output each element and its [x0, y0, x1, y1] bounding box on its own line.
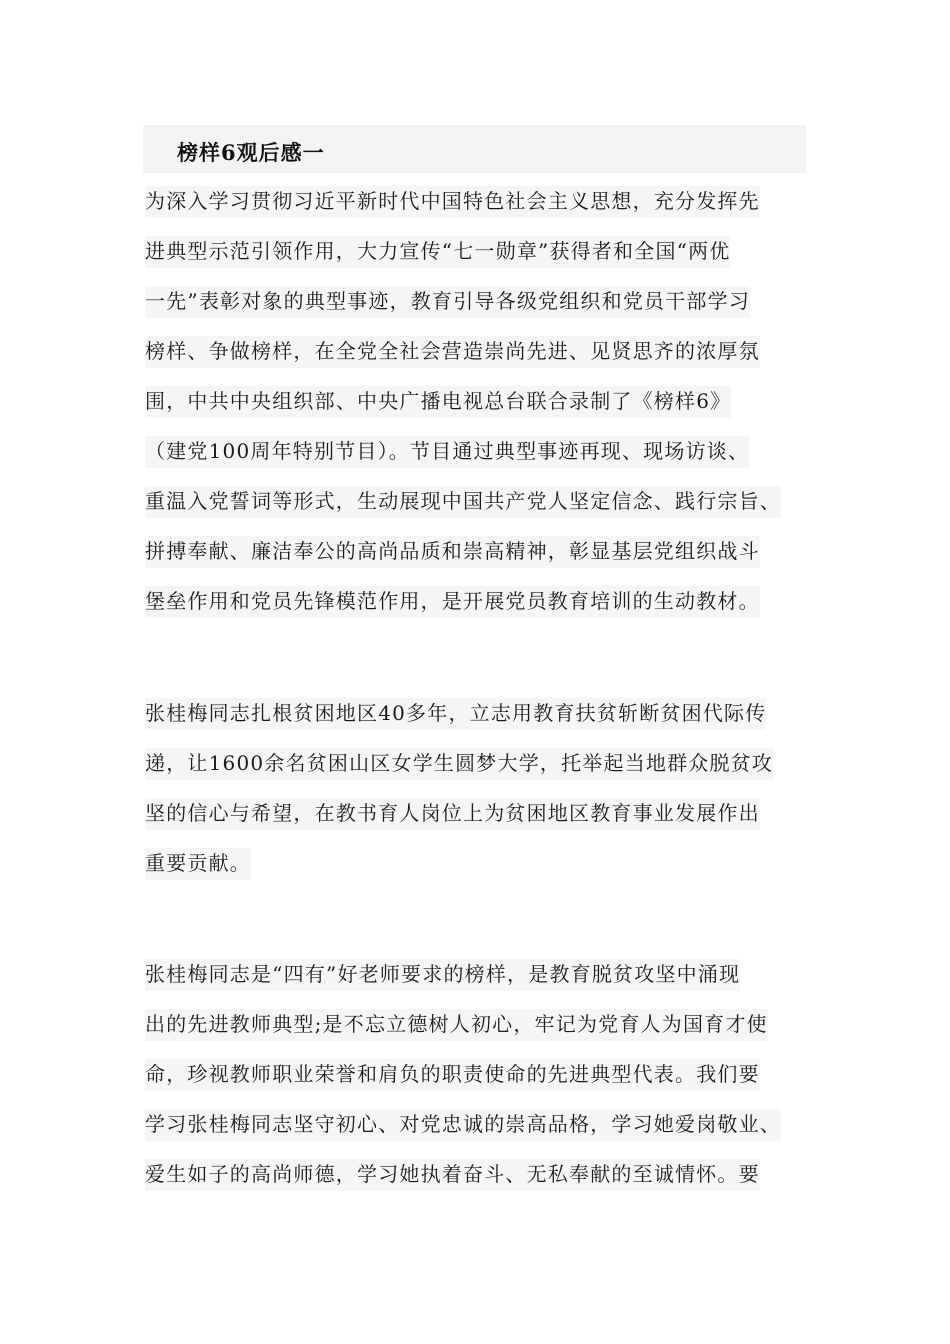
- paragraph-line: [145, 226, 781, 276]
- title-bar: [143, 125, 806, 173]
- paragraph-line: [145, 326, 781, 376]
- line-text: 拼搏奉献、廉洁奉公的高尚品质和崇高精神，彰显基层党组织战斗: [145, 536, 760, 568]
- paragraph-line: [145, 526, 781, 576]
- line-text: （建党100周年特别节目）。节目通过典型事迹再现、现场访谈、: [145, 436, 749, 468]
- line-text: 出的先进教师典型;是不忘立德树人初心，牢记为党育人为国育才使: [145, 1009, 768, 1041]
- line-text: 坚的信心与希望，在教书育人岗位上为贫困地区教育事业发展作出: [145, 798, 760, 830]
- line-text: 一先”表彰对象的典型事迹，教育引导各级党组织和党员干部学习: [145, 286, 750, 318]
- line-text: 堡垒作用和党员先锋模范作用，是开展党员教育培训的生动教材。: [145, 586, 760, 618]
- line-text: 重温入党誓词等形式，生动展现中国共产党人坚定信念、践行宗旨、: [145, 486, 781, 518]
- paragraph-2: [145, 688, 773, 888]
- paragraph-line: [145, 576, 781, 626]
- paragraph-line: [145, 1099, 781, 1149]
- line-text: 递，让1600余名贫困山区女学生圆梦大学，托举起当地群众脱贫攻: [145, 748, 773, 780]
- paragraph-line: [145, 949, 781, 999]
- paragraph-line: [145, 1049, 781, 1099]
- line-text: 为深入学习贯彻习近平新时代中国特色社会主义思想，充分发挥先: [145, 186, 760, 218]
- paragraph-line: [145, 999, 781, 1049]
- paragraph-line: [145, 176, 781, 226]
- paragraph-1: [145, 176, 781, 626]
- paragraph-line: [145, 476, 781, 526]
- paragraph-line: [145, 426, 781, 476]
- line-text: 张桂梅同志扎根贫困地区40多年，立志用教育扶贫斩断贫困代际传: [145, 698, 766, 730]
- paragraph-line: [145, 738, 773, 788]
- paragraph-line: [145, 688, 773, 738]
- line-text: 围，中共中央组织部、中央广播电视总台联合录制了《榜样6》: [145, 386, 731, 418]
- line-text: 爱生如子的高尚师德，学习她执着奋斗、无私奉献的至诚情怀。要: [145, 1159, 760, 1191]
- paragraph-line: [145, 376, 781, 426]
- line-text: 命，珍视教师职业荣誉和肩负的职责使命的先进典型代表。我们要: [145, 1059, 760, 1091]
- line-text: 重要贡献。: [145, 848, 251, 880]
- line-text: 学习张桂梅同志坚守初心、对党忠诚的崇高品格，学习她爱岗敬业、: [145, 1109, 781, 1141]
- paragraph-3: [145, 949, 781, 1199]
- line-text: 张桂梅同志是“四有”好老师要求的榜样，是教育脱贫攻坚中涌现: [145, 959, 740, 991]
- paragraph-line: [145, 788, 773, 838]
- paragraph-line: [145, 276, 781, 326]
- line-text: 榜样、争做榜样，在全党全社会营造崇尚先进、见贤思齐的浓厚氛: [145, 336, 760, 368]
- line-text: 进典型示范引领作用，大力宣传“七一勋章”获得者和全国“两优: [145, 236, 730, 268]
- document-title: 榜样6观后感一: [177, 140, 325, 165]
- paragraph-line: [145, 1149, 781, 1199]
- paragraph-line: [145, 838, 773, 888]
